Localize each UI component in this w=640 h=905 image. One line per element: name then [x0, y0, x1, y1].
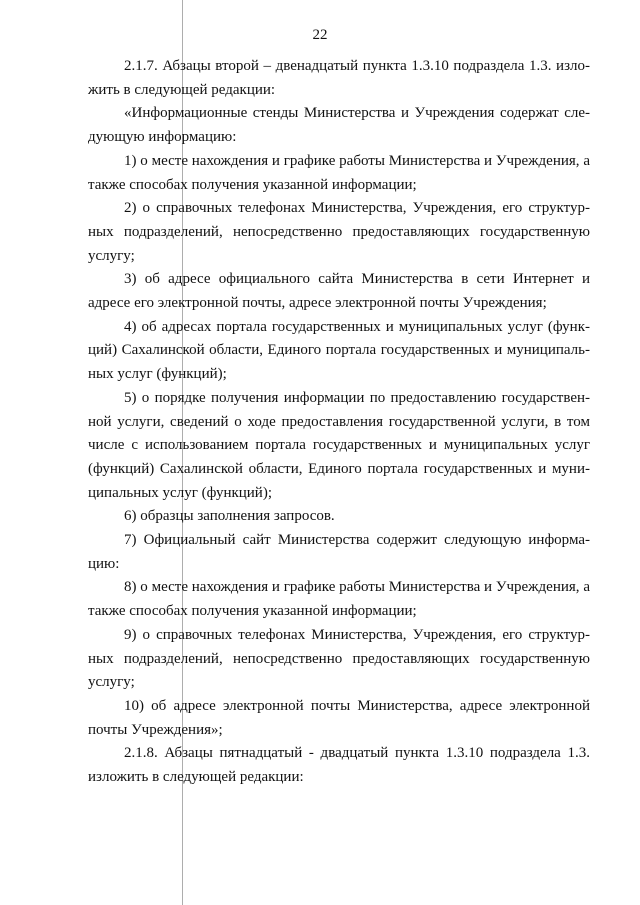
list-item-3: 3) об адресе официального сайта Министерства в сети Интернет и адресе его электронной почты, адресе электронной почты Учреждения;: [88, 271, 590, 312]
list-item-6: 6) образцы заполнения запросов.: [124, 508, 335, 525]
list-item-1: 1) о месте нахождения и графике работы Министерства и Учреждения, а также способах получения указанной информации;: [88, 152, 590, 193]
document-body: [88, 55, 590, 790]
list-item-9: 9) о справочных телефонах Министерства, Учреждения, его структурных подразделений, непосредственно предоставляющих государственную услугу;: [88, 626, 590, 691]
paragraph-2-1-8: 2.1.8. Абзацы пятнадцатый - двадцатый пункта 1.3.10 подраздела 1.3. изложить в следующей редакции:: [88, 745, 590, 786]
list-item-8: 8) о месте нахождения и графике работы Министерства и Учреждения, а также способах получения указанной информации;: [88, 579, 590, 620]
list-item-5: 5) о порядке получения информации по предоставлению государственной услуги, сведений о ходе предоставления государственной услуги, в том числе с использованием портала государственных и муниципальных услуг (функций) Сахалинской области, Единого портала государственных и муниципальных услуг (функций);: [88, 389, 590, 501]
list-item-2: 2) о справочных телефонах Министерства, Учреждения, его структурных подразделений, непосредственно предоставляющих государственную услугу;: [88, 200, 590, 264]
paragraph-stands-intro: «Информационные стенды Министерства и Учреждения содержат следующую информацию:: [88, 105, 590, 146]
paragraph-2-1-7: 2.1.7. Абзацы второй – двенадцатый пункта 1.3.10 подраздела 1.3. изложить в следующей редакции:: [88, 58, 590, 98]
page-number: 22: [312, 27, 328, 43]
list-item-10: 10) об адресе электронной почты Министерства, адресе электронной почты Учреждения»;: [88, 697, 590, 738]
list-item-4: 4) об адресах портала государственных и муниципальных услуг (функций) Сахалинской области, Единого портала государственных и муниципальных услуг (функций);: [88, 318, 590, 383]
list-item-7: 7) Официальный сайт Министерства содержит следующую информацию:: [88, 532, 590, 572]
